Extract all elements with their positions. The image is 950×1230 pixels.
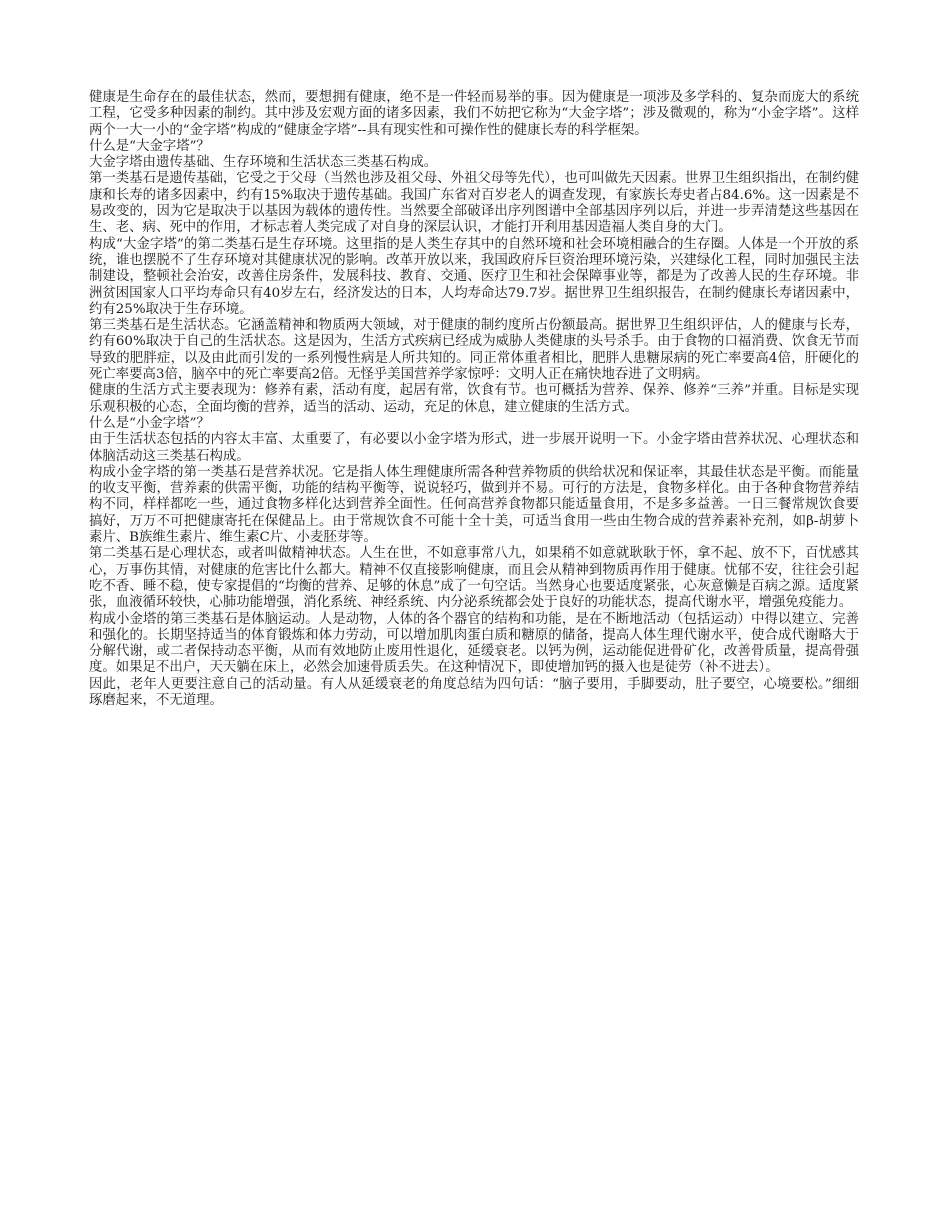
paragraph-living-environment: 构成“大金字塔”的第二类基石是生存环境。这里指的是人类生存其中的自然环境和社会环境相融合的生存圈。人体是一个开放的系统，谁也摆脱不了生存环境对其健康状况的影响。改革开放以来，我国政府斥巨资治理环境污染，兴建绿化工程，同时加强民主法制建设，整顿社会治安，改善住房条件，发展科技、教育、交通、医疗卫生和社会保障事业等，都是为了改善人民的生存环境。非洲贫困国家人口平均寿命只有40岁左右，经济发达的日本，人均寿命达79.7岁。据世界卫生组织报告，在制约健康长寿诸因素中，约有25%取决于生存环境。: [89, 236, 859, 317]
paragraph-physical-activity: 构成小金塔的第三类基石是体脑运动。人是动物，人体的各个器官的结构和功能，是在不断地活动（包括运动）中得以建立、完善和强化的。长期坚持适当的体育锻炼和体力劳动，可以增加肌肉蛋白质和糖原的储备，提高人体生理代谢水平，使合成代谢略大于分解代谢，或二者保持动态平衡，从而有效地防止废用性退化，延缓衰老。以钙为例，运动能促进骨矿化，改善骨质量，提高骨强度。如果足不出户，天天躺在床上，必然会加速骨质丢失。在这种情况下，即使增加钙的摄入也是徒劳（补不进去）。: [89, 611, 859, 676]
paragraph-conclusion: 因此，老年人更要注意自己的活动量。有人从延缓衰老的角度总结为四句话：“脑子要用，手脚要动，肚子要空，心境要松。”细细琢磨起来，不无道理。: [89, 676, 859, 708]
document-body: [89, 90, 859, 709]
paragraph-nutrition: 构成小金字塔的第一类基石是营养状况。它是指人体生理健康所需各种营养物质的供给状况和保证率，其最佳状态是平衡。而能量的收支平衡，营养素的供需平衡，功能的结构平衡等，说说轻巧，做到并不易。可行的方法是，食物多样化。由于各种食物营养结构不同，样样都吃一些，通过食物多样化达到营养全面性。任何高营养食物都只能适量食用，不是多多益善。一日三餐常规饮食要搞好，万万不可把健康寄托在保健品上。由于常规饮食不可能十全十美，可适当食用一些由生物合成的营养素补充剂，如β-胡萝卜素片、B族维生素片、维生素C片、小麦胚芽等。: [89, 464, 859, 546]
paragraph-big-pyramid-summary: 大金字塔由遗传基础、生存环境和生活状态三类基石构成。: [89, 155, 438, 171]
paragraph-lifestyle-state: 第三类基石是生活状态。它涵盖精神和物质两大领域，对于健康的制约度所占份额最高。据世界卫生组织评估，人的健康与长寿，约有60%取决于自己的生活状态。这是因为，生活方式疾病已经成为威胁人类健康的头号杀手。由于食物的口福消费、饮食无节而导致的肥胖症，以及由此而引发的一系列慢性病是人所共知的。同正常体重者相比，肥胖人患糖尿病的死亡率要高4倍，肝硬化的死亡率要高3倍，脑卒中的死亡率要高2倍。无怪乎美国营养学家惊呼：文明人正在痛快地吞进了文明病。: [89, 318, 859, 383]
paragraph-genetic-basis: 第一类基石是遗传基础，它受之于父母（当然也涉及祖父母、外祖父母等先代），也可叫做先天因素。世界卫生组织指出，在制约健康和长寿的诸多因素中，约有15%取决于遗传基础。我国广东省对百岁老人的调查发现，有家族长寿史者占84.6%。这一因素是不易改变的，因为它是取决于以基因为载体的遗传性。当然要全部破译出序列图谱中全部基因序列以后，并进一步弄清楚这些基因在生、老、病、死中的作用，才标志着人类完成了对自身的深层认识，才能打开利用基因造福人类自身的大门。: [89, 171, 859, 236]
heading-big-pyramid: 什么是“大金字塔”？: [89, 138, 210, 154]
paragraph-small-pyramid-summary: 由于生活状态包括的内容太丰富、太重要了，有必要以小金字塔为形式，进一步展开说明一下。小金字塔由营养状况、心理状态和体脑活动这三类基石构成。: [89, 432, 859, 464]
heading-small-pyramid: 什么是“小金字塔”？: [89, 415, 210, 431]
paragraph-psychology: 第二类基石是心理状态，或者叫做精神状态。人生在世，不如意事常八九，如果稍不如意就耿耿于怀，拿不起、放不下，百忧感其心，万事伤其情，对健康的危害比什么都大。精神不仅直接影响健康，而且会从精神到物质再作用于健康。忧郁不安，往往会引起吃不香、睡不稳，使专家提倡的“均衡的营养、足够的休息”成了一句空话。当然身心也要适度紧张，心灰意懒是百病之源。适度紧张，血液循环较快，心肺功能增强，消化系统、神经系统、内分泌系统都会处于良好的功能状态，提高代谢水平，增强免疫能力。: [89, 546, 859, 611]
paragraph-intro: 健康是生命存在的最佳状态，然而，要想拥有健康，绝不是一件轻而易举的事。因为健康是一项涉及多学科的、复杂而庞大的系统工程，它受多种因素的制约。其中涉及宏观方面的诸多因素，我们不妨把它称为“大金字塔”；涉及微观的，称为“小金字塔”。这样两个一大一小的“金字塔”构成的“健康金字塔”--具有现实性和可操作性的健康长寿的科学框架。: [89, 90, 859, 138]
paragraph-healthy-lifestyle: 健康的生活方式主要表现为：修养有素，活动有度，起居有常，饮食有节。也可概括为营养、保养、修养“三养”并重。目标是实现乐观积极的心态，全面均衡的营养，适当的活动、运动，充足的休息，建立健康的生活方式。: [89, 383, 859, 415]
